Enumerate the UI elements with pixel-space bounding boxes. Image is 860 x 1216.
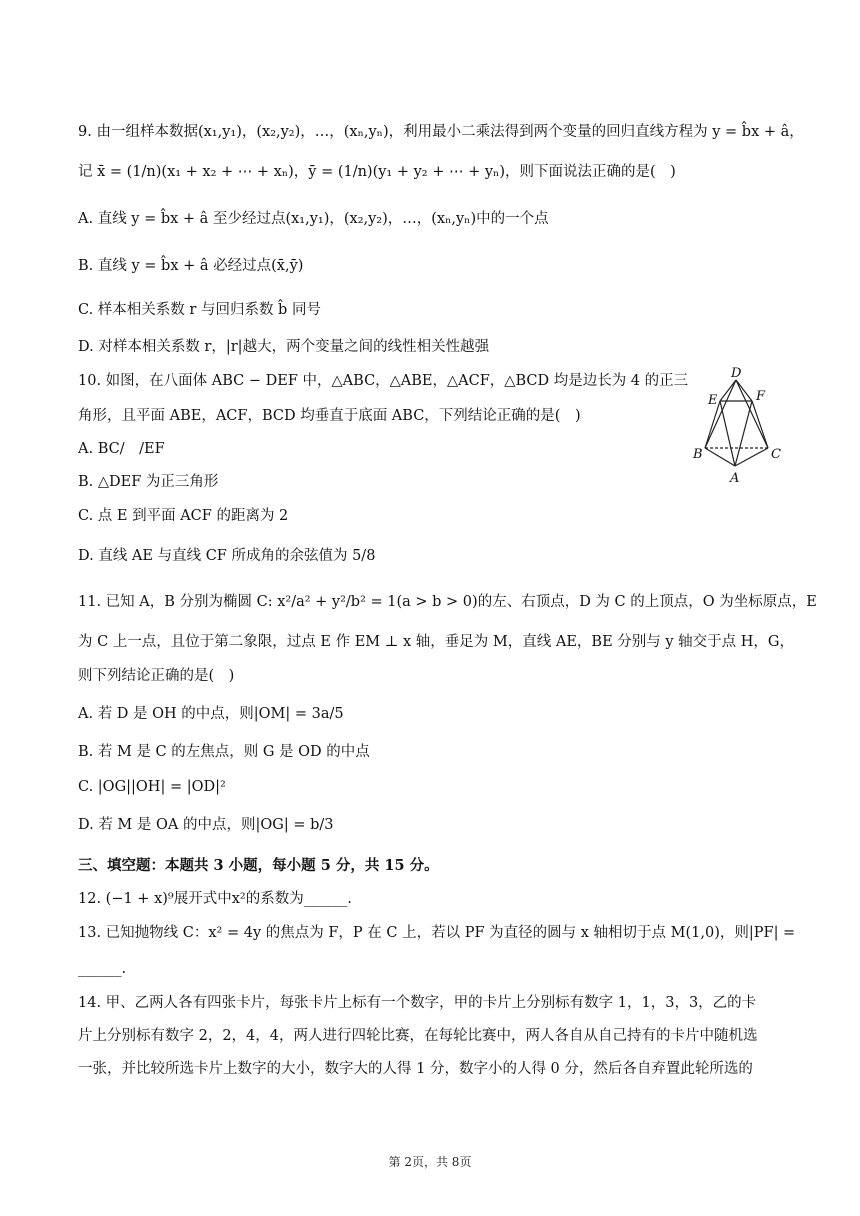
q14-line-1: 14. 甲、乙两人各有四张卡片，每张卡片上标有一个数字，甲的卡片上分别标有数字 1，1，3，3，乙的卡 (78, 995, 757, 1011)
q11-option-d: D. 若 M 是 OA 的中点，则|OG| = b/3 (78, 817, 334, 833)
edge-fa (735, 401, 752, 466)
label-e: E (708, 393, 718, 408)
q10-option-a: A. BC/ /EF (78, 441, 165, 457)
q9-option-b: B. 直线 y = b̂x + â 必经过点(x̄,ȳ) (78, 258, 304, 274)
q9-option-d: D. 对样本相关系数 r，|r|越大，两个变量之间的线性相关性越强 (78, 339, 490, 355)
q13-line-2: ______. (78, 961, 127, 977)
edge-fc (752, 401, 768, 448)
q10-option-d: D. 直线 AE 与直线 CF 所成角的余弦值为 5/8 (78, 548, 376, 564)
q11-option-a: A. 若 D 是 OH 的中点，则|OM| = 3a/5 (78, 706, 344, 722)
q14-line-2: 片上分别标有数字 2，2，4，4，两人进行四轮比赛，在每轮比赛中，两人各自从自己持有的卡片中随机选 (78, 1028, 758, 1044)
q10-option-c: C. 点 E 到平面 ACF 的距离为 2 (78, 508, 289, 524)
label-f: F (756, 389, 766, 404)
q9-line-2: 记 x̄ = (1/n)(x₁ + x₂ + ⋯ + xₙ)，ȳ = (1/n)(y₁ + y₂ + ⋯ + yₙ)，则下面说法正确的是( ) (78, 164, 676, 180)
q9-line-1: 9. 由一组样本数据(x₁,y₁)，(x₂,y₂)，…，(xₙ,yₙ)，利用最小二乘法得到两个变量的回归直线方程为 y = b̂x + â， (78, 124, 804, 140)
q13-line-1: 13. 已知抛物线 C：x² = 4y 的焦点为 F，P 在 C 上，若以 PF 为直径的圆与 x 轴相切于点 M(1,0)，则|PF| = (78, 925, 796, 941)
label-d: D (731, 366, 742, 381)
q9-option-a: A. 直线 y = b̂x + â 至少经过点(x₁,y₁)，(x₂,y₂)，…，(xₙ,yₙ)中的一个点 (78, 211, 549, 227)
edge-ca (735, 448, 768, 466)
label-b: B (693, 447, 703, 462)
octahedron-figure (690, 366, 790, 488)
q14-line-3: 一张，并比较所选卡片上数字的大小，数字大的人得 1 分，数字小的人得 0 分，然后各自弃置此轮所选的 (78, 1061, 753, 1077)
q11-line-1: 11. 已知 A，B 分别为椭圆 C: x²/a² + y²/b² = 1(a > b > 0)的左、右顶点，D 为 C 的上顶点，O 为坐标原点，E (78, 594, 817, 610)
edge-ba (705, 448, 735, 466)
page-footer: 第 2页，共 8页 (388, 1155, 472, 1169)
q10-line-1: 10. 如图，在八面体 ABC − DEF 中，△ABC，△ABE，△ACF，△BCD 均是边长为 4 的正三 (78, 373, 689, 389)
q11-line-3: 则下列结论正确的是( ) (78, 668, 235, 684)
q10-line-2: 角形，且平面 ABE，ACF，BCD 均垂直于底面 ABC，下列结论正确的是( ) (78, 408, 581, 424)
q11-option-b: B. 若 M 是 C 的左焦点，则 G 是 OD 的中点 (78, 744, 370, 760)
section-3-heading: 三、填空题：本题共 3 小题，每小题 5 分，共 15 分。 (78, 857, 439, 874)
label-a: A (730, 471, 740, 486)
q11-line-2: 为 C 上一点，且位于第二象限，过点 E 作 EM ⊥ x 轴，垂足为 M，直线 AE，BE 分别与 y 轴交于点 H，G， (78, 634, 795, 650)
edge-ea (720, 401, 735, 466)
q10-option-b: B. △DEF 为正三角形 (78, 474, 219, 490)
q12: 12. (−1 + x)⁹展开式中x²的系数为______. (78, 891, 352, 907)
edge-eb (705, 401, 720, 448)
label-c: C (771, 447, 781, 462)
q11-option-c: C. |OG||OH| = |OD|² (78, 779, 226, 795)
q9-option-c: C. 样本相关系数 r 与回归系数 b̂ 同号 (78, 302, 321, 318)
edge-db (705, 380, 736, 448)
